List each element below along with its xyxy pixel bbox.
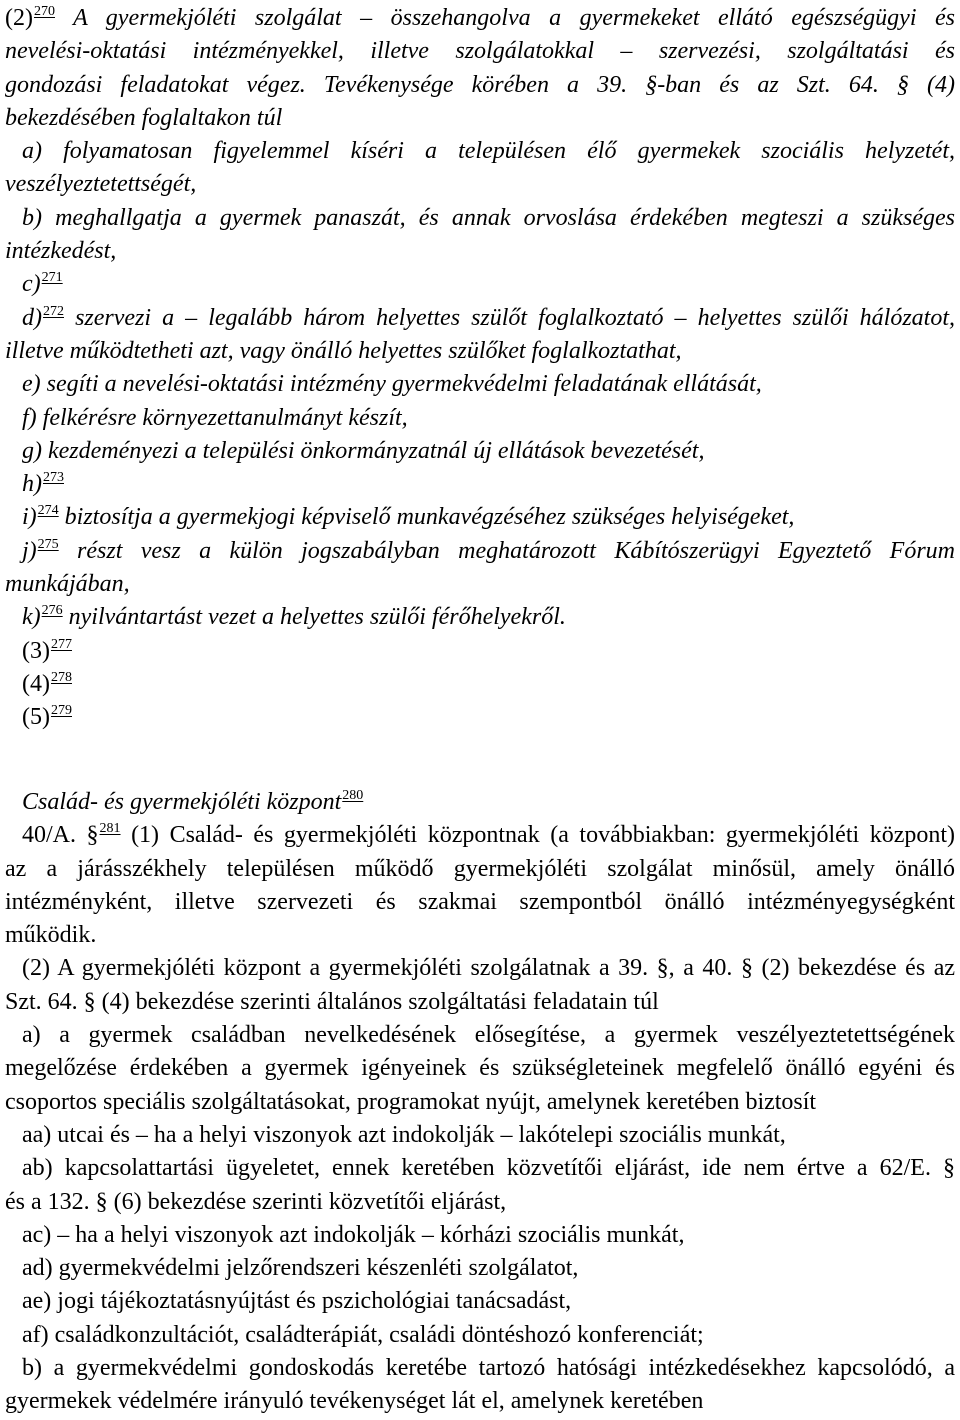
point-af-line: af) családkonzultációt, családterápiát, családi döntéshozó konferenciát; xyxy=(22,1321,704,1348)
footnote-ref-link[interactable]: 281 xyxy=(99,821,121,837)
point-ab-line: ab) kapcsolattartási ügyeletet, ennek keretében közvetítői eljárást, ide nem értve a 62/E. § xyxy=(22,1155,955,1182)
point-a-line: a) a gyermek családban nevelkedésének elősegítése, a gyermek veszélyeztetettségének xyxy=(22,1022,955,1049)
footnote-ref-link[interactable]: 271 xyxy=(41,270,63,286)
para-2-line: gondozási feladatokat végez. Tevékenysége körében a 39. §-ban és az Szt. 64. § (4) xyxy=(5,71,955,98)
point-e-line: e) segíti a nevelési-oktatási intézmény gyermekvédelmi feladatának ellátását, xyxy=(22,371,762,398)
point-d-line: illetve működtetheti azt, vagy önálló helyettes szülőket foglalkoztathat, xyxy=(5,337,682,364)
para-4-line xyxy=(5,668,955,701)
point-ad-line: ad) gyermekvédelmi jelzőrendszeri készenléti szolgálatot, xyxy=(22,1255,579,1282)
point-d-line xyxy=(5,302,955,335)
para-3-line xyxy=(5,635,955,668)
paragraph-number: (3) xyxy=(22,637,50,664)
footnote-ref-link[interactable]: 273 xyxy=(43,470,64,486)
point-b-line: b) meghallgatja a gyermek panaszát, és annak orvoslása érdekében megteszi a szükséges xyxy=(22,204,955,231)
footnote-ref-link[interactable]: 279 xyxy=(50,703,72,719)
para-2-line: bekezdésében foglaltakon túl xyxy=(5,104,283,131)
section-40a-para-1-line xyxy=(5,819,955,852)
point-a-line: megelőzése érdekében a gyermek igényeinek és szükségleteinek megfelelő önálló egyéni és xyxy=(5,1055,955,1082)
point-c-line xyxy=(5,268,955,301)
point-h-line xyxy=(5,468,955,501)
point-b-line: intézkedést, xyxy=(5,238,117,265)
footnote-ref-link[interactable]: 278 xyxy=(50,669,72,685)
footnote-ref-link[interactable]: 275 xyxy=(37,536,59,552)
para-5-line xyxy=(5,701,955,734)
footnote-ref-link[interactable]: 277 xyxy=(50,636,72,652)
point-label: d) xyxy=(22,304,42,331)
point-ae-line: ae) jogi tájékoztatásnyújtást és pszichológiai tanácsadást, xyxy=(22,1288,572,1315)
paragraph-number: (2) xyxy=(5,5,33,31)
point-label: j) xyxy=(22,537,37,564)
point-label: k) xyxy=(22,604,41,631)
section-40a-para-1-line: az a járásszékhely településen működő gyermekjóléti szolgálat minősül, amely önálló xyxy=(5,855,955,882)
point-a-line: a) folyamatosan figyelemmel kíséri a településen élő gyermekek szociális helyzetét, xyxy=(22,138,955,165)
line-text: biztosítja a gyermekjogi képviselő munkavégzéséhez szükséges helyiségeket, xyxy=(64,504,795,531)
point-k-line xyxy=(5,601,955,634)
footnote-ref-link[interactable]: 274 xyxy=(37,503,59,519)
line-text: szervezi a – legalább három helyettes szülőt foglalkoztató – helyettes szülői hálózatot, xyxy=(75,304,956,331)
para-2-first-line xyxy=(5,2,955,35)
point-g-line: g) kezdeményezi a települési önkormányzatnál új ellátások bevezetését, xyxy=(22,437,705,464)
line-text: részt vesz a külön jogszabályban meghatározott Kábítószerügyi Egyeztető Fórum xyxy=(77,537,956,564)
point-j-line: munkájában, xyxy=(5,571,130,598)
para-2-line: nevelési-oktatási intézményekkel, illetve szolgálatokkal – szervezési, szolgáltatási és xyxy=(5,38,955,65)
section-number: 40/A. § xyxy=(22,822,99,849)
point-label: h) xyxy=(22,471,42,498)
point-a-line: csoportos speciális szolgáltatásokat, programokat nyújt, amelynek keretében biztosít xyxy=(5,1088,817,1115)
point-ab-line: és a 132. § (6) bekezdése szerinti közvetítői eljárást, xyxy=(5,1188,507,1215)
line-text: A gyermekjóléti szolgálat – összehangolva a gyermekeket ellátó egészségügyi és xyxy=(73,5,955,31)
point-f-line: f) felkérésre környezettanulmányt készít, xyxy=(22,404,408,431)
section-40a-para-2-line: (2) A gyermekjóléti központ a gyermekjóléti szolgálatnak a 39. §, a 40. § (2) bekezdése és az xyxy=(22,955,955,982)
point-label: i) xyxy=(22,504,37,531)
paragraph-number: (4) xyxy=(22,670,50,697)
point-j-line xyxy=(5,535,955,568)
point-i-line xyxy=(5,501,955,534)
paragraph-number: (5) xyxy=(22,704,50,731)
point-label: c) xyxy=(22,271,41,298)
footnote-ref-link[interactable]: 270 xyxy=(33,4,55,19)
point-b-line: b) a gyermekvédelmi gondoskodás keretébe tartozó hatósági intézkedésekhez kapcsolódó, a xyxy=(22,1355,955,1382)
point-a-line: veszélyeztetettségét, xyxy=(5,171,197,198)
section-40-text xyxy=(5,2,955,735)
point-aa-line: aa) utcai és – ha a helyi viszonyok azt indokolják – lakótelepi szociális munkát, xyxy=(22,1121,786,1148)
point-ac-line: ac) – ha a helyi viszonyok azt indokolják – kórházi szociális munkát, xyxy=(22,1221,685,1248)
section-heading-text: Család- és gyermekjóléti központ xyxy=(22,789,342,815)
point-b-line: gyermekek védelmére irányuló tevékenységet lát el, amelynek keretében xyxy=(5,1388,704,1415)
footnote-ref-link[interactable]: 280 xyxy=(342,788,364,803)
footnote-ref-link[interactable]: 276 xyxy=(41,603,63,619)
section-40a-para-1-line: működik. xyxy=(5,922,97,949)
section-40a-para-2-line: Szt. 64. § (4) bekezdése szerinti általános szolgáltatási feladatain túl xyxy=(5,988,659,1015)
line-text: nyilvántartást vezet a helyettes szülői férőhelyekről. xyxy=(68,604,566,631)
section-heading xyxy=(5,786,955,819)
section-40a-text xyxy=(5,786,955,1419)
footnote-ref-link[interactable]: 272 xyxy=(43,303,64,319)
section-40a-para-1-line: intézményként, illetve szervezeti és szakmai szempontból önálló intézményegységként xyxy=(5,888,955,915)
line-text: (1) Család- és gyermekjóléti központnak (a továbbiakban: gyermekjóléti központ) xyxy=(131,822,956,849)
